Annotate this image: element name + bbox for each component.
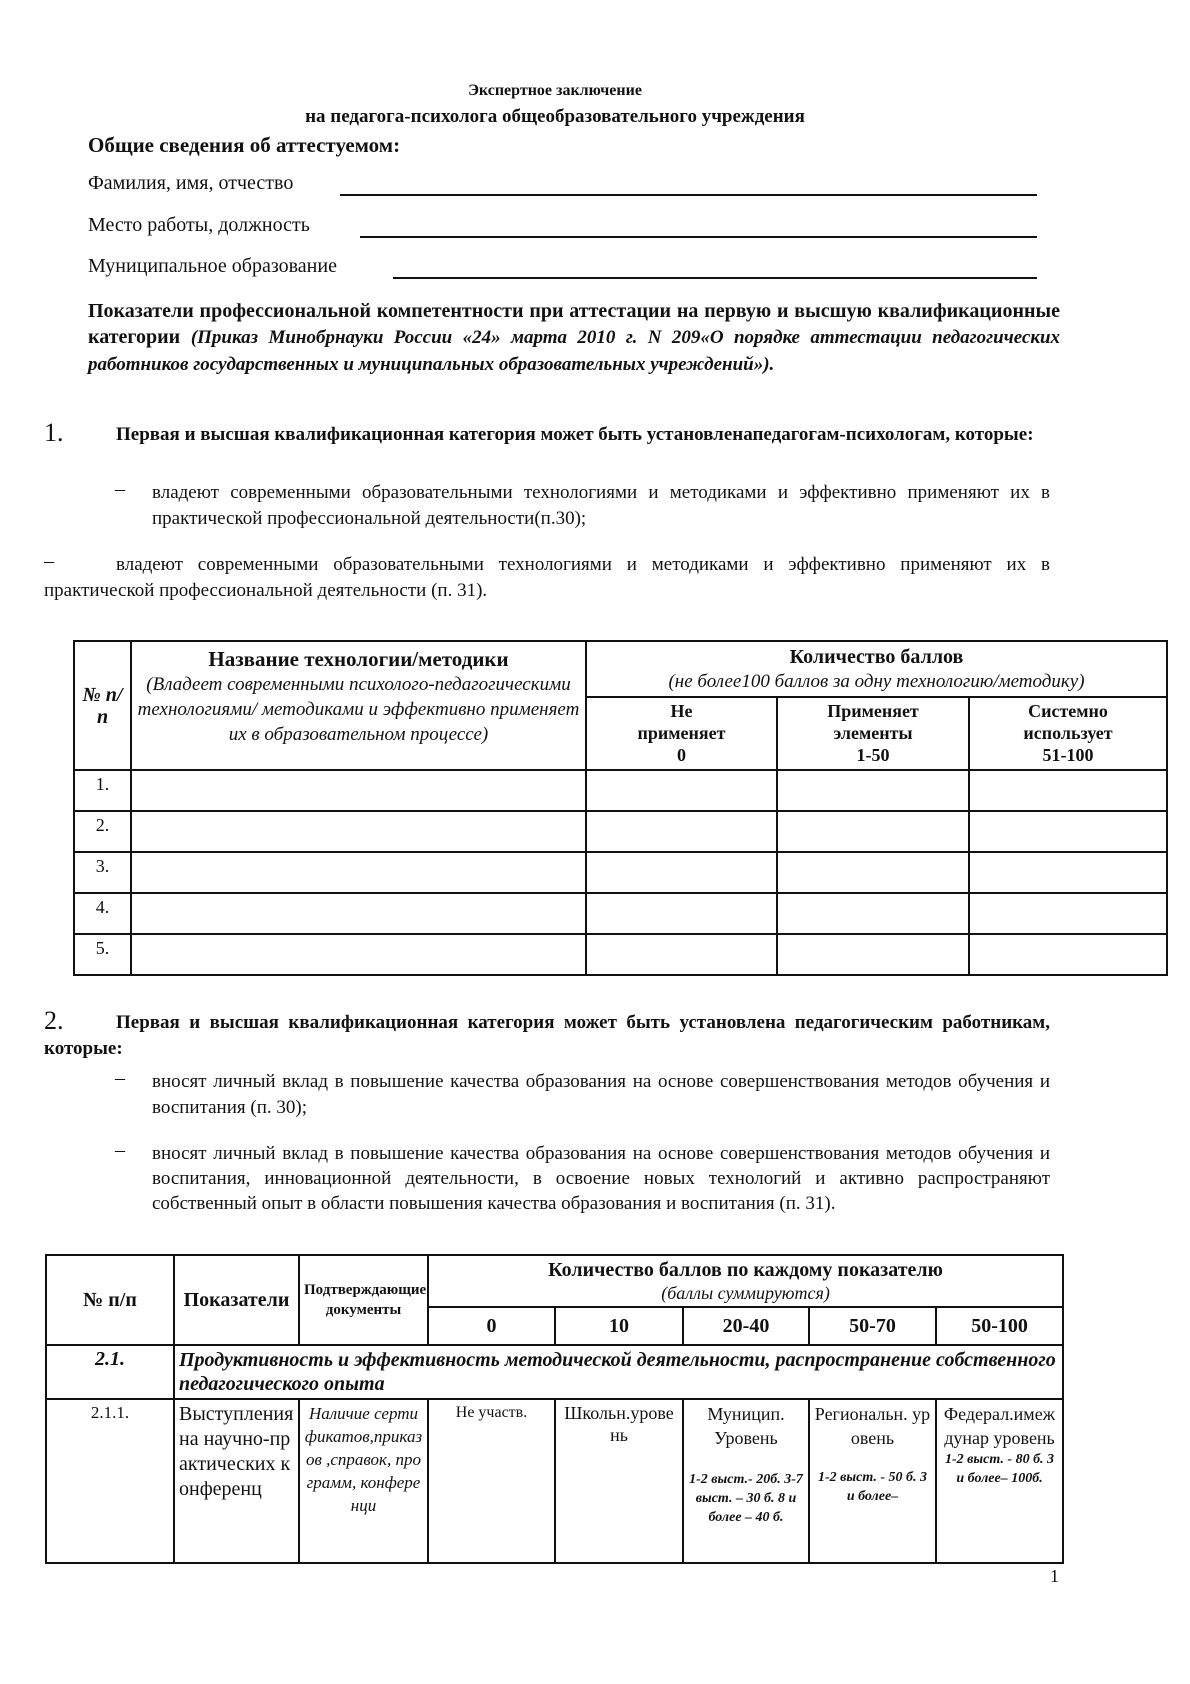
cell-input[interactable]	[131, 893, 586, 934]
score-col-20-40: 20-40	[683, 1307, 809, 1345]
section1-bullet: владеют современными образовательными технологиями и методиками и эффективно применяют их в практической профессиональной деятельности (п. 31).	[44, 554, 1050, 601]
cell-input[interactable]	[969, 770, 1167, 811]
table-row	[74, 934, 1167, 975]
row-number: 2.	[74, 811, 131, 852]
col-score-header	[428, 1255, 1063, 1307]
section2-number: 2.	[44, 1006, 64, 1035]
score-col-label: применяет	[637, 723, 726, 743]
score-col-10: 10	[555, 1307, 683, 1345]
field-municipality-input[interactable]	[393, 277, 1037, 279]
doc-subtitle: на педагога-психолога общеобразовательного учреждения	[305, 106, 805, 127]
table-row	[46, 1399, 1063, 1563]
score-level: Региональн. уровень	[814, 1404, 931, 1448]
table-row	[74, 893, 1167, 934]
cell-input[interactable]	[586, 934, 777, 975]
cell-input[interactable]	[586, 893, 777, 934]
score-col-elements	[777, 697, 969, 770]
section1-bullet: владеют современными образовательными технологиями и методиками и эффективно применяют их в практической профессиональной деятельности(п.30);	[152, 482, 1050, 529]
score-col-range: 1-50	[856, 745, 890, 765]
cell-input[interactable]	[777, 770, 969, 811]
col-name-title: Название технологии/методики	[208, 647, 509, 671]
group-number: 2.1.	[46, 1345, 174, 1399]
cell-input[interactable]	[969, 852, 1167, 893]
section1-number: 1.	[44, 418, 64, 447]
bullet-dash: –	[115, 1067, 125, 1089]
row-indicator: Выступления на научно-практических конференц	[174, 1399, 299, 1563]
col-score-title: Количество баллов по каждому показателю	[548, 1259, 943, 1281]
page-number: 1	[1050, 1566, 1059, 1586]
score-detail: 1-2 выст. - 80 б. 3 и более– 100б.	[945, 1452, 1055, 1486]
row-docs: Наличие сертификатов,приказов ,справок, программ, конференци	[299, 1399, 428, 1563]
cell-input[interactable]	[969, 934, 1167, 975]
cell-input[interactable]	[586, 811, 777, 852]
row-score-0: Не участв.	[428, 1399, 555, 1563]
cell-input[interactable]	[131, 770, 586, 811]
bullet-dash: –	[115, 1139, 125, 1161]
section1-heading: Первая и высшая квалификационная категория может быть установленапедагогам-психологам, которые:	[116, 424, 1034, 445]
indicators-table	[45, 1254, 1064, 1564]
section2-heading: Первая и высшая квалификационная категория может быть установлена педагогическим работникам, которые:	[44, 1012, 1050, 1059]
cell-input[interactable]	[777, 852, 969, 893]
table-row	[74, 852, 1167, 893]
row-number: 1.	[74, 770, 131, 811]
field-label-name: Фамилия, имя, отчество	[88, 172, 294, 194]
indicators-reference: (Приказ Минобрнауки России «24» марта 2010 г. N 209«О порядке аттестации педагогических работников государственных и муниципальных образовательных учреждений»).	[88, 327, 1061, 375]
score-level: Федерал.имеждунар уровень	[943, 1404, 1056, 1448]
score-col-label: Не	[670, 701, 693, 721]
row-number: 4.	[74, 893, 131, 934]
group-title: Продуктивность и эффективность методической деятельности, распространение собственного педагогического опыта	[174, 1345, 1063, 1399]
field-name-input[interactable]	[340, 194, 1037, 196]
cell-input[interactable]	[586, 770, 777, 811]
col-score-subtitle: (не более100 баллов за одну технологию/методику)	[668, 671, 1085, 692]
general-heading: Общие сведения об аттестуемом:	[88, 133, 401, 157]
cell-input[interactable]	[969, 893, 1167, 934]
cell-input[interactable]	[131, 852, 586, 893]
technologies-table	[73, 640, 1168, 976]
field-label-municipality: Муниципальное образование	[88, 255, 337, 277]
col-score-subtitle: (баллы суммируются)	[661, 1283, 830, 1303]
score-level: Муницип. Уровень	[707, 1404, 785, 1448]
row-score-20-40	[683, 1399, 809, 1563]
score-detail: 1-2 выст. - 50 б. 3 и более–	[817, 1470, 928, 1504]
cell-input[interactable]	[777, 893, 969, 934]
cell-input[interactable]	[777, 811, 969, 852]
bullet-dash: –	[115, 478, 125, 500]
col-score-header	[586, 641, 1167, 697]
table-row	[74, 770, 1167, 811]
row-number: 5.	[74, 934, 131, 975]
col-name-subtitle: (Владеет современными психолого-педагогическими технологиями/ методиками и эффективно применяет их в образовательном процессе)	[137, 674, 580, 745]
score-col-range: 51-100	[1042, 745, 1094, 765]
score-col-label: использует	[1023, 723, 1113, 743]
bullet-dash: –	[44, 550, 54, 572]
col-number-header: № п/п	[46, 1255, 174, 1345]
score-col-50-100: 50-100	[936, 1307, 1063, 1345]
score-col-label: Применяет	[827, 701, 919, 721]
table-row	[74, 811, 1167, 852]
score-col-none	[586, 697, 777, 770]
col-docs-header: Подтверждающие документы	[299, 1255, 428, 1345]
indicators-heading: Показатели профессиональной компетентности при аттестации на первую и высшую квалификационные категории	[88, 300, 1060, 348]
row-number: 2.1.1.	[46, 1399, 174, 1563]
score-col-50-70: 50-70	[809, 1307, 936, 1345]
cell-input[interactable]	[131, 934, 586, 975]
score-col-range: 0	[677, 745, 686, 765]
group-row	[46, 1345, 1063, 1399]
col-indicator-header: Показатели	[174, 1255, 299, 1345]
cell-input[interactable]	[131, 811, 586, 852]
section2-bullet: вносят личный вклад в повышение качества образования на основе совершенствования методов обучения и воспитания, инновационной деятельности, в освоение новых технологий и активно распространяют собственный опыт в области повышения качества образования и воспитания (п. 31).	[152, 1143, 1050, 1214]
col-number-header: № п/п	[74, 641, 131, 770]
score-col-label: Системно	[1028, 701, 1108, 721]
row-score-50-70	[809, 1399, 936, 1563]
cell-input[interactable]	[777, 934, 969, 975]
row-number: 3.	[74, 852, 131, 893]
indicators-paragraph	[88, 298, 1060, 378]
score-col-systemic	[969, 697, 1167, 770]
score-col-0: 0	[428, 1307, 555, 1345]
cell-input[interactable]	[969, 811, 1167, 852]
col-score-title: Количество баллов	[789, 646, 964, 668]
field-label-work: Место работы, должность	[88, 214, 310, 236]
score-detail: 1-2 выст.- 20б. 3-7 выст. – 30 б. 8 и более – 40 б.	[689, 1472, 803, 1525]
col-name-header	[131, 641, 586, 770]
section2-bullet: вносят личный вклад в повышение качества образования на основе совершенствования методов обучения и воспитания (п. 30);	[152, 1071, 1050, 1118]
doc-title: Экспертное заключение	[468, 82, 642, 99]
score-col-label: элементы	[833, 723, 913, 743]
row-score-10: Школьн.уровень	[555, 1399, 683, 1563]
cell-input[interactable]	[586, 852, 777, 893]
row-score-50-100	[936, 1399, 1063, 1563]
field-work-input[interactable]	[360, 236, 1037, 238]
